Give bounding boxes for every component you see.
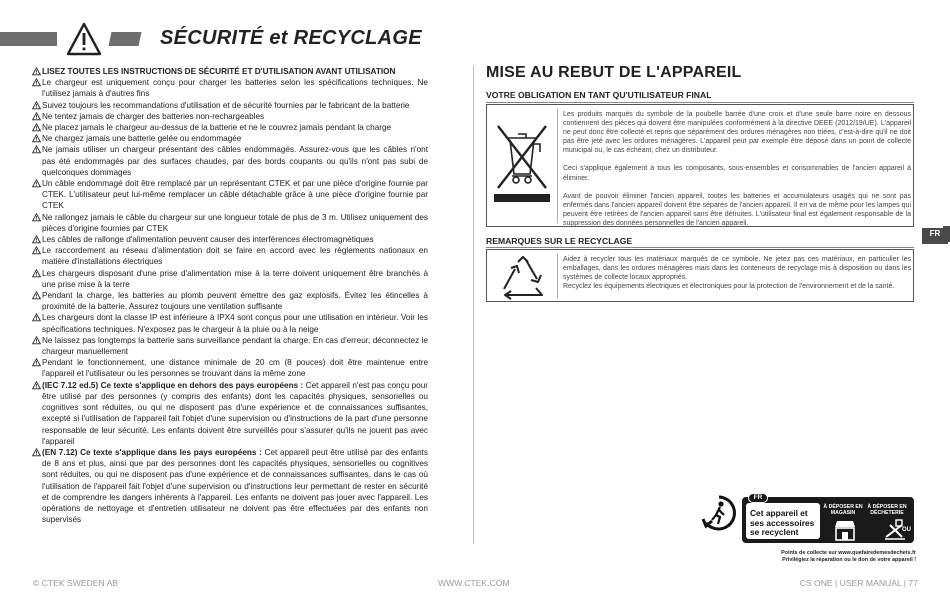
footer-page-info: CS ONE | USER MANUAL | 77	[799, 578, 918, 588]
warning-icon	[66, 22, 102, 56]
safety-item-text: Pendant la charge, les batteries au plomb peuvent émettre des gaz explosifs. Évitez les étincelles à proximité de la batterie. Assurez toujours une ventilation suffisante	[42, 291, 428, 312]
obligation-paragraph: Les produits marqués du symbole de la poubelle barrée d'une croix et d'une seule barre noire en dessous contiennent des pièces qui doivent être manipulées conformément à la directive DEEE (2012/19/UE). L'appareil ne peut donc être collecté et repris que séparément des ordures ménagères non triées, c'est-à-dire qu'il ne doit pas être jeté avec les ordures ménagères. L'appareil peut par exemple être déposé dans un point de collecte municipal ou, le cas échéant, chez un distributeur.	[563, 111, 911, 155]
recycling-rule	[486, 247, 914, 248]
safety-item	[32, 268, 428, 290]
language-tab-label: FR	[922, 228, 948, 244]
safety-item-text: Le chargeur est uniquement conçu pour charger les batteries selon les spécifications techniques. Ne l'utilisez jamais à d'autres fins	[42, 78, 428, 99]
language-tab	[929, 226, 950, 242]
safety-item	[32, 111, 428, 122]
warning-bullet-icon	[32, 134, 41, 143]
safety-item	[32, 245, 428, 267]
warning-bullet-icon	[32, 246, 41, 255]
store-icon	[832, 517, 858, 543]
page-title: SÉCURITÉ et RECYCLAGE	[160, 27, 422, 49]
recycling-paragraph: Recyclez les équipements électriques et électroniques pour la protection de l'environnement et de la santé.	[563, 283, 895, 291]
safety-item	[32, 290, 428, 312]
safety-item	[32, 133, 428, 144]
safety-item	[32, 178, 428, 212]
safety-item	[32, 357, 428, 379]
label-store: À DÉPOSER EN MAGASIN	[823, 504, 863, 516]
recycling-heading: REMARQUES SUR LE RECYCLAGE	[486, 236, 636, 246]
safety-item	[32, 100, 428, 111]
safety-item-text: Cet appareil n'est pas conçu pour être utilisé par des personnes (y compris des enfants) dont les capacités physiques, sensorielles ou cognitives sont réduites, ou qui ne disposent pas d'une expérience et de connaissances suffisantes, excepté si l'utilisation de l'appareil fait l'objet d'une supervision ou d'instructions de la part d'une personne responsable de leur sécurité. Les enfants doivent être surveillés pour s'assurer qu'ils ne jouent pas avec l'appareil	[42, 380, 429, 446]
triman-text-box	[746, 503, 820, 539]
footer-website: WWW.CTEK.COM	[438, 578, 510, 588]
safety-item-bold: LISEZ TOUTES LES INSTRUCTIONS DE SÉCURITÉ ET D'UTILISATION AVANT UTILISATION	[42, 67, 396, 76]
safety-instructions-list	[32, 66, 428, 525]
safety-item-text: Le raccordement au réseau d'alimentation doit se faire en accord avec les règlements nationaux en matière d'installations électriques	[42, 246, 428, 267]
safety-item-text: Suivez toujours les recommandations d'utilisation et de sécurité fournies par le fabricant de la batterie	[42, 100, 410, 110]
safety-item-text: Ne jamais utiliser un chargeur présentant des câbles endommagés. Assurez-vous que les câbles n'ont pas été endommagés par des surfaces chaudes, par des bords coupants ou qu'ils n'ont pas subi de quelconques dommages	[42, 145, 428, 177]
warning-bullet-icon	[32, 78, 41, 87]
warning-bullet-icon	[32, 313, 41, 322]
warning-bullet-icon	[32, 213, 41, 222]
or-label: OU	[902, 527, 911, 533]
triman-main-text: Cet appareil et ses accessoires se recyclent	[750, 508, 815, 538]
recycling-separator	[557, 254, 558, 298]
safety-item-text: Cet appareil peut être utilisé par des enfants de 8 ans et plus, ainsi que par des personnes dont les capacités physiques, sensorielles ou cognitives sont réduites, ou qui ne disposent pas d'une expérience et de connaissances suffisantes, dans le cas où l'utilisation de l'appareil fait l'objet d'une supervision ou d'instructions leur permettant de rester en sécurité et de comprendre les dangers inhérents à l'appareil. Les enfants ne doivent pas jouer avec l'appareil. Les opérations de nettoyage et d'entretien utilisateur ne doivent pas être effectuées par des enfants non supervisés	[42, 447, 428, 525]
warning-bullet-icon	[32, 145, 41, 154]
safety-item-text: Ne rallongez jamais le câble du chargeur sur une longueur totale de plus de 3 m. Utilisez uniquement des pièces d'origine fournies par CTEK	[42, 212, 428, 233]
warning-bullet-icon	[32, 381, 41, 390]
header-bar-left	[0, 32, 57, 46]
safety-item-bold: (IEC 7.12 ed.5) Ce texte s'applique en dehors des pays européens :	[42, 380, 304, 390]
obligation-box	[486, 104, 914, 227]
column-divider	[473, 66, 474, 544]
safety-item-text: Un câble endommagé doit être remplacé par un représentant CTEK et par une pièce d'origine fournie par CTEK. L'utilisateur peut lui-même remplacer un câble détachable grâce à une pièce d'origine fournie par CTEK	[42, 179, 428, 211]
recycling-paragraph: Aidez à recycler tous les matériaux marqués de ce symbole. Ne jetez pas ces matériaux, en particulier les emballages, dans les ordures ménagères mais dans les conteneurs de recyclage mis à disposition ou dans les systèmes de collecte locaux appropriés.	[563, 256, 911, 282]
safety-item	[32, 447, 428, 525]
recycling-box	[486, 249, 914, 302]
disposal-title: MISE AU REBUT DE L'APPAREIL	[486, 64, 742, 81]
safety-item	[32, 312, 428, 334]
obligation-paragraph: Avant de pouvoir éliminer l'ancien appareil, toutes les batteries et accumulateurs usagés qui ne sont pas enfermés dans l'ancien appareil doivent être séparés de l'ancien appareil. Il en va de même pour les lampes qui peuvent être retirées de l'ancien appareil sans être détruites. L'utilisateur final est également responsable de la suppression des données personnelles de l'ancien appareil.	[563, 192, 911, 227]
safety-item-text: Ne placez jamais le chargeur au-dessus de la batterie et ne le couvrez jamais pendant la charge	[42, 123, 392, 133]
safety-item-text: Les chargeurs disposant d'une prise d'alimentation mise à la terre doivent uniquement être branchés à une prise mise à la terre	[42, 268, 428, 289]
triman-person-icon	[700, 493, 738, 533]
safety-item-text: Les câbles de rallonge d'alimentation peuvent causer des interférences électromagnétiques	[42, 235, 374, 245]
safety-item-text: Ne chargez jamais une batterie gelée ou endommagée	[42, 134, 242, 144]
warning-bullet-icon	[32, 179, 41, 188]
triman-note	[770, 550, 916, 564]
obligation-heading: VOTRE OBLIGATION EN TANT QU'UTILISATEUR FINAL	[486, 90, 712, 100]
warning-bullet-icon	[32, 235, 41, 244]
warning-bullet-icon	[32, 112, 41, 121]
warning-bullet-icon	[32, 336, 41, 345]
safety-item-bold: (EN 7.12) Ce texte s'applique dans les pays européens :	[42, 447, 262, 457]
safety-item	[32, 234, 428, 245]
label-depot: À DÉPOSER EN DÉCHETERIE	[867, 504, 907, 516]
safety-item	[32, 122, 428, 133]
recycling-text	[563, 255, 911, 291]
header-bar-mid	[109, 32, 142, 46]
footer-copyright: © CTEK SWEDEN AB	[33, 578, 119, 588]
safety-item-text: Les chargeurs dont la classe IP est inférieure à IPX4 sont conçus pour une utilisation en intérieur. Voir les spécifications techniques. N'exposez pas le chargeur à la pluie ou à la neige	[42, 313, 428, 334]
warning-bullet-icon	[32, 123, 41, 132]
warning-bullet-icon	[32, 101, 41, 110]
warning-bullet-icon	[32, 448, 41, 457]
safety-item	[32, 144, 428, 178]
warning-bullet-icon	[32, 269, 41, 278]
crossed-bin-icon	[490, 110, 554, 220]
warning-bullet-icon	[32, 67, 41, 76]
warning-bullet-icon	[32, 358, 41, 367]
safety-item	[32, 335, 428, 357]
safety-item	[32, 66, 428, 77]
obligation-separator	[557, 109, 558, 223]
triman-note-line: Privilégiez la réparation ou le don de votre appareil !	[782, 556, 916, 563]
warning-bullet-icon	[32, 291, 41, 300]
obligation-paragraph: Ceci s'applique également à tous les composants, sous-ensembles et consommables de l'ancien appareil à éliminer.	[563, 165, 911, 182]
triman-logo	[700, 493, 914, 569]
safety-item	[32, 77, 428, 99]
safety-item	[32, 212, 428, 234]
safety-item	[32, 380, 428, 447]
triman-badge: FR	[748, 493, 768, 503]
recycling-center-icon	[882, 517, 908, 543]
obligation-text	[563, 110, 911, 237]
safety-item-text: Ne laissez pas longtemps la batterie sans surveillance pendant la charge. En cas d'erreur, déconnectez le chargeur manuellement	[42, 335, 428, 357]
recycle-triangle-icon	[497, 253, 549, 301]
safety-item-text: Pendant le fonctionnement, une distance minimale de 20 cm (8 pouces) doit être maintenue entre l'appareil et l'utilisateur ou les personnes se trouvant dans la même zone	[42, 358, 428, 379]
triman-note-line: Points de collecte sur www.quefairedemesdechets.fr	[781, 550, 916, 556]
safety-item-text: Ne tentez jamais de charger des batteries non-rechargeables	[42, 111, 265, 121]
obligation-rule	[486, 102, 914, 103]
